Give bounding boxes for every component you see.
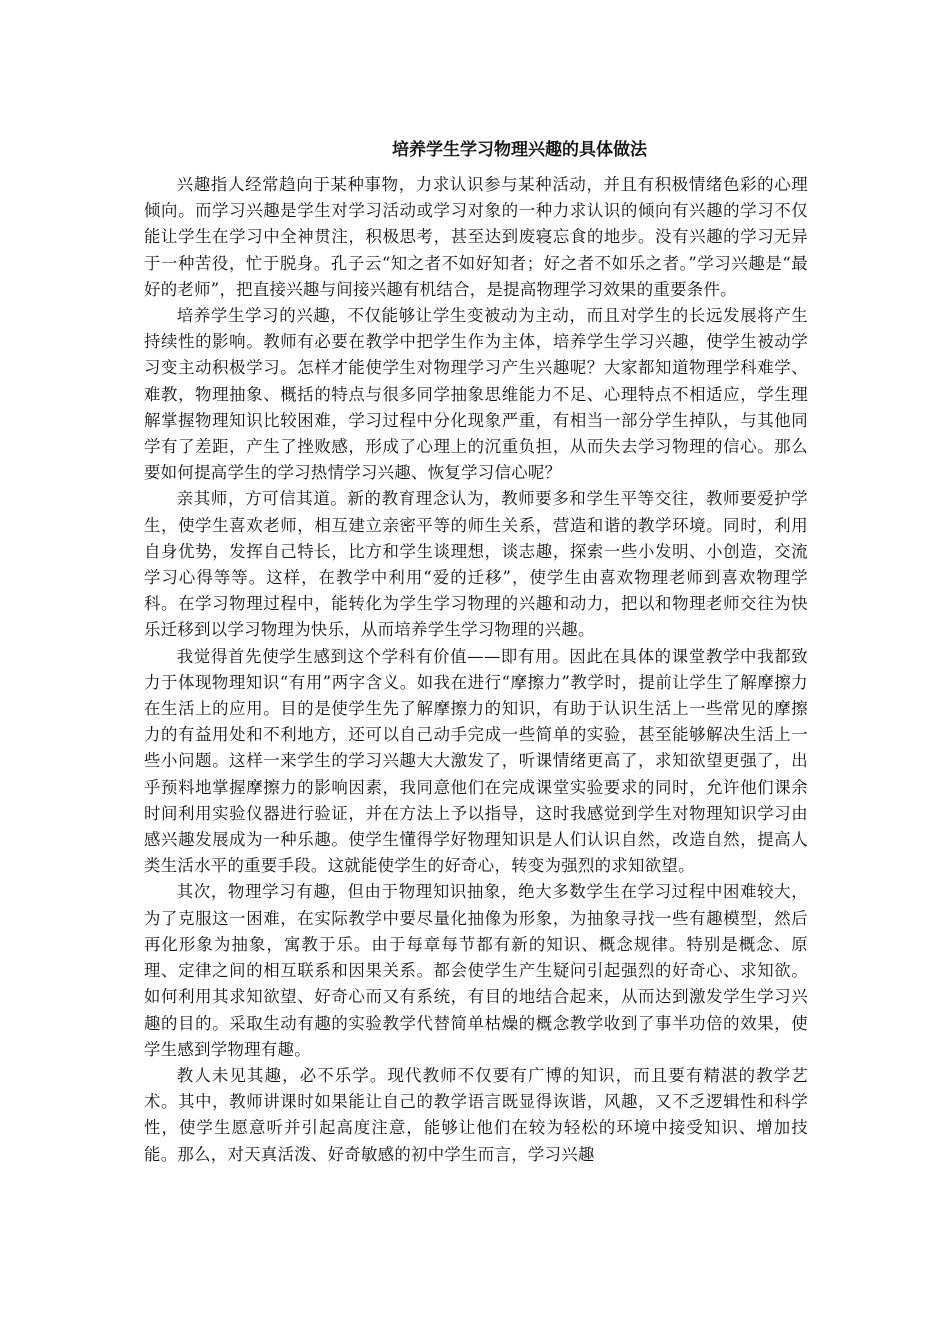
- paragraph-3: 亲其师，方可信其道。新的教育理念认为，教师要多和学生平等交往，教师要爱护学生，使学生喜欢老师，相互建立亲密平等的师生关系，营造和谐的教学环境。同时，利用自身优势，发挥自己特长，比方和学生谈理想，谈志趣，探索一些小发明、小创造，交流学习心得等等。这样，在教学中利用“爱的迁移”，使学生由喜欢物理老师到喜欢物理学科。在学习物理过程中，能转化为学生学习物理的兴趣和动力，把以和物理老师交往为快乐迁移到以学习物理为快乐，从而培养学生学习物理的兴趣。: [144, 489, 808, 640]
- document-title: 培养学生学习物理兴趣的具体做法: [392, 140, 647, 160]
- paragraph-5: 其次，物理学习有趣，但由于物理知识抽象，绝大多数学生在学习过程中困难较大，为了克服这一困难，在实际教学中要尽量化抽像为形象，为抽象寻找一些有趣模型，然后再化形象为抽象，寓教于乐。由于每章每节都有新的知识、概念规律。特别是概念、原理、定律之间的相互联系和因果关系。都会使学生产生疑问引起强烈的好奇心、求知欲。如何利用其求知欲望、好奇心而又有系统，有目的地结合起来，从而达到激发学生学习兴趣的目的。采取生动有趣的实验教学代替简单枯燥的概念教学收到了事半功倍的效果，使学生感到学物理有趣。: [144, 882, 808, 1059]
- document-body: [144, 172, 808, 1168]
- paragraph-6: 教人未见其趣，必不乐学。现代教师不仅要有广博的知识，而且要有精湛的教学艺术。其中，教师讲课时如果能让自己的教学语言既显得诙谐，风趣，又不乏逻辑性和科学性，使学生愿意听并引起高度注意，能够让他们在较为轻松的环境中接受知识、增加技能。那么，对天真活泼、好奇敏感的初中学生而言，学习兴趣: [144, 1065, 808, 1164]
- paragraph-4: 我觉得首先使学生感到这个学科有价值——即有用。因此在具体的课堂教学中我都致力于体现物理知识“有用”两字含义。如我在进行“摩擦力”教学时，提前让学生了解摩擦力在生活上的应用。目的是使学生先了解摩擦力的知识，有助于认识生活上一些常见的摩擦力的有益用处和不利地方，还可以自己动手完成一些简单的实验，甚至能够解决生活上一些小问题。这样一来学生的学习兴趣大大激发了，听课情绪更高了，求知欲望更强了，出乎预料地掌握摩擦力的影响因素，我同意他们在完成课堂实验要求的同时，允许他们课余时间利用实验仪器进行验证，并在方法上予以指导，这时我感觉到学生对物理知识学习由感兴趣发展成为一种乐趣。使学生懂得学好物理知识是人们认识自然，改造自然，提高人类生活水平的重要手段。这就能使学生的好奇心，转变为强烈的求知欲望。: [144, 646, 808, 876]
- paragraph-1: 兴趣指人经常趋向于某种事物，力求认识参与某种活动，并且有积极情绪色彩的心理倾向。而学习兴趣是学生对学习活动或学习对象的一种力求认识的倾向有兴趣的学习不仅能让学生在学习中全神贯注，积极思考，甚至达到废寝忘食的地步。没有兴趣的学习无异于一种苦役，忙于脱身。孔子云“知之者不如好知者；好之者不如乐之者。”学习兴趣是“最好的老师”，把直接兴趣与间接兴趣有机结合，是提高物理学习效果的重要条件。: [144, 175, 808, 299]
- document-page: [144, 0, 808, 1344]
- paragraph-2: 培养学生学习的兴趣，不仅能够让学生变被动为主动，而且对学生的长远发展将产生持续性的影响。教师有必要在教学中把学生作为主体，培养学生学习兴趣，使学生被动学习变主动积极学习。怎样才能使学生对物理学习产生兴趣呢？大家都知道物理学科难学、难教，物理抽象、概括的特点与很多同学抽象思维能力不足、心理特点不相适应，学生理解掌握物理知识比较困难，学习过程中分化现象严重，有相当一部分学生掉队，与其他同学有了差距，产生了挫败感，形成了心理上的沉重负担，从而失去学习物理的信心。那么要如何提高学生的学习热情学习兴趣、恢复学习信心呢？: [144, 306, 808, 483]
